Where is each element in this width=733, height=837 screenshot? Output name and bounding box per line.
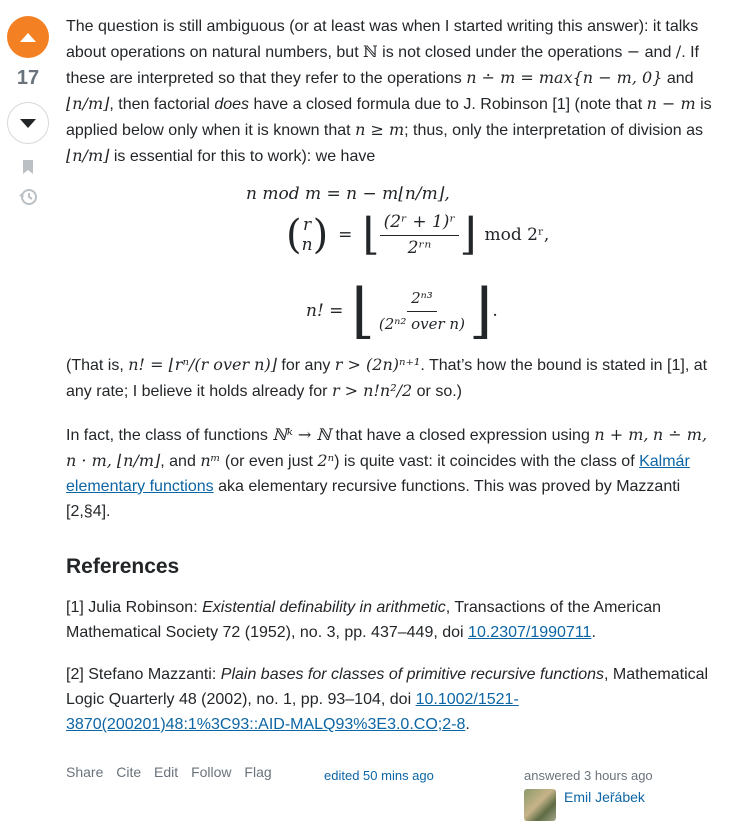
display-math: [246, 180, 550, 350]
math: −: [626, 42, 641, 61]
bookmark-icon: [22, 159, 34, 175]
math: 2ⁿ: [317, 451, 335, 470]
math: n ≥ m: [355, 120, 405, 139]
math: mod 2ʳ,: [484, 224, 550, 245]
paren: ): [312, 212, 329, 258]
text: is not closed under the operations: [382, 44, 623, 61]
edited-time: 50 mins ago: [363, 768, 434, 783]
text: aka elementary recursive functions. This was proved by Mazzanti [2,§4].: [66, 478, 681, 520]
cite-link[interactable]: Cite: [116, 764, 142, 780]
text: or so.): [416, 383, 462, 400]
edit-link[interactable]: Edit: [154, 764, 179, 780]
floor-right: ⌋: [468, 276, 493, 346]
references-heading: References: [66, 555, 180, 578]
factorial-equation: [306, 276, 498, 346]
math: nᵐ: [200, 451, 221, 470]
equals: =: [338, 224, 353, 245]
math: n + m,: [594, 425, 649, 444]
math: n − m: [646, 94, 696, 113]
reference-2: [66, 662, 721, 737]
avatar[interactable]: [524, 789, 556, 821]
text: is applied below only when it is known that: [66, 96, 712, 139]
ref-prefix: [1] Julia Robinson:: [66, 599, 198, 616]
text: have a closed formula due to J. Robinson [1] (note that: [253, 96, 643, 113]
floor-left: ⌊: [351, 276, 375, 346]
text: In fact, the class of functions: [66, 427, 268, 444]
arrow-up-icon: [19, 31, 37, 43]
math: /: [675, 42, 682, 61]
text: and: [644, 44, 672, 61]
math: r > (2n)ⁿ⁺¹: [334, 355, 421, 374]
answered-label: answered: [524, 768, 581, 783]
emphasis: does: [214, 96, 250, 113]
text: is essential for this to work): we have: [113, 148, 376, 165]
math: r > n!n²/2: [331, 381, 413, 400]
edited-label: edited: [324, 768, 360, 783]
math: n ∸ m, n · m, ⌊n/m⌋: [66, 425, 708, 470]
math: n! = ⌊rⁿ/(r over n)⌋: [128, 355, 277, 374]
fraction: [375, 286, 469, 337]
period: .: [591, 624, 596, 641]
math: ⌊n/m⌋: [66, 94, 110, 113]
math: ℕᵏ → ℕ: [272, 425, 332, 444]
share-link[interactable]: Share: [66, 764, 104, 780]
denominator: (2ⁿ² over n): [378, 314, 465, 333]
reference-1: [66, 595, 721, 645]
math: n mod m = n − m⌊n/m⌋,: [246, 184, 450, 204]
follow-link[interactable]: Follow: [191, 764, 232, 780]
ref2-doi-link[interactable]: 10.1002/1521-3870(200201)48:1%3C93::AID-MALQ93%3E3.0.CO;2-8: [66, 691, 519, 733]
answered-info: [524, 768, 653, 783]
mod-equation: [246, 182, 450, 207]
text: ; thus, only the interpretation of division as: [404, 122, 703, 139]
upvote-button[interactable]: [7, 16, 49, 58]
math: ⌊n/m⌋: [66, 146, 110, 165]
text: that have a closed expression using: [335, 427, 590, 444]
ref-title: Existential definability in arithmetic: [202, 599, 446, 616]
edited-link[interactable]: [324, 768, 434, 783]
vote-count: 17: [16, 67, 40, 89]
bookmark-button[interactable]: [18, 157, 38, 177]
math: n! =: [306, 300, 344, 321]
downvote-button[interactable]: [7, 102, 49, 144]
answered-time: 3 hours ago: [584, 768, 653, 783]
binom-top: r: [303, 215, 312, 235]
paragraph-1: [66, 14, 721, 168]
binom-bottom: n: [301, 235, 313, 255]
answer-body: [66, 14, 721, 733]
period: .: [492, 300, 498, 321]
math: ℕ: [363, 42, 378, 61]
paragraph-2: [66, 352, 721, 404]
numerator: (2ʳ + 1)ʳ: [380, 210, 460, 236]
text: , then factorial: [109, 96, 210, 113]
kalmar-elementary-link[interactable]: Kalmár elementary functions: [66, 453, 690, 495]
period: .: [465, 716, 470, 733]
floor-right: ⌋: [459, 209, 477, 260]
text: . That’s how the bound is stated in [1], at any rate; I believe it holds already for: [66, 357, 708, 400]
ref-text: , Mathematical Logic Quarterly 48 (2002), no. 1, pp. 93–104, doi: [66, 666, 709, 708]
flag-link[interactable]: Flag: [244, 764, 272, 780]
binom: [302, 215, 313, 255]
paren: (: [286, 212, 302, 258]
ref-title: Plain bases for classes of primitive recursive functions: [220, 666, 605, 683]
history-icon: [19, 188, 37, 206]
text: and: [666, 70, 694, 87]
user-name-link[interactable]: Emil Jeřábek: [564, 789, 645, 805]
denominator: 2ʳⁿ: [407, 237, 432, 258]
post-menu: [66, 764, 281, 780]
text: for any: [281, 357, 331, 374]
history-button[interactable]: [18, 187, 38, 207]
numerator: 2ⁿ³: [407, 286, 437, 312]
math: n ∸ m = max{n − m, 0}: [466, 68, 663, 87]
text: (or even just: [224, 453, 313, 470]
paragraph-3: [66, 422, 721, 524]
ref-text: , Transactions of the American Mathematical Society 72 (1952), no. 3, pp. 437–449, doi: [66, 599, 661, 641]
fraction: [380, 210, 460, 261]
edited-info: [324, 768, 434, 783]
ref1-doi-link[interactable]: 10.2307/1990711: [468, 624, 592, 641]
ref-prefix: [2] Stefano Mazzanti:: [66, 666, 217, 683]
text: ) is quite vast: it coincides with the class of: [334, 453, 635, 470]
arrow-down-icon: [19, 117, 37, 129]
text: (That is,: [66, 357, 124, 374]
text: . If these are interpreted so that they refer to the operations: [66, 44, 699, 87]
floor-left: ⌊: [362, 209, 380, 260]
binomial-equation: [286, 210, 549, 260]
text: , and: [160, 453, 196, 470]
text: The question is still ambiguous (or at least was when I started writing this answer): it talks about operations on natural numbers, but: [66, 18, 699, 61]
